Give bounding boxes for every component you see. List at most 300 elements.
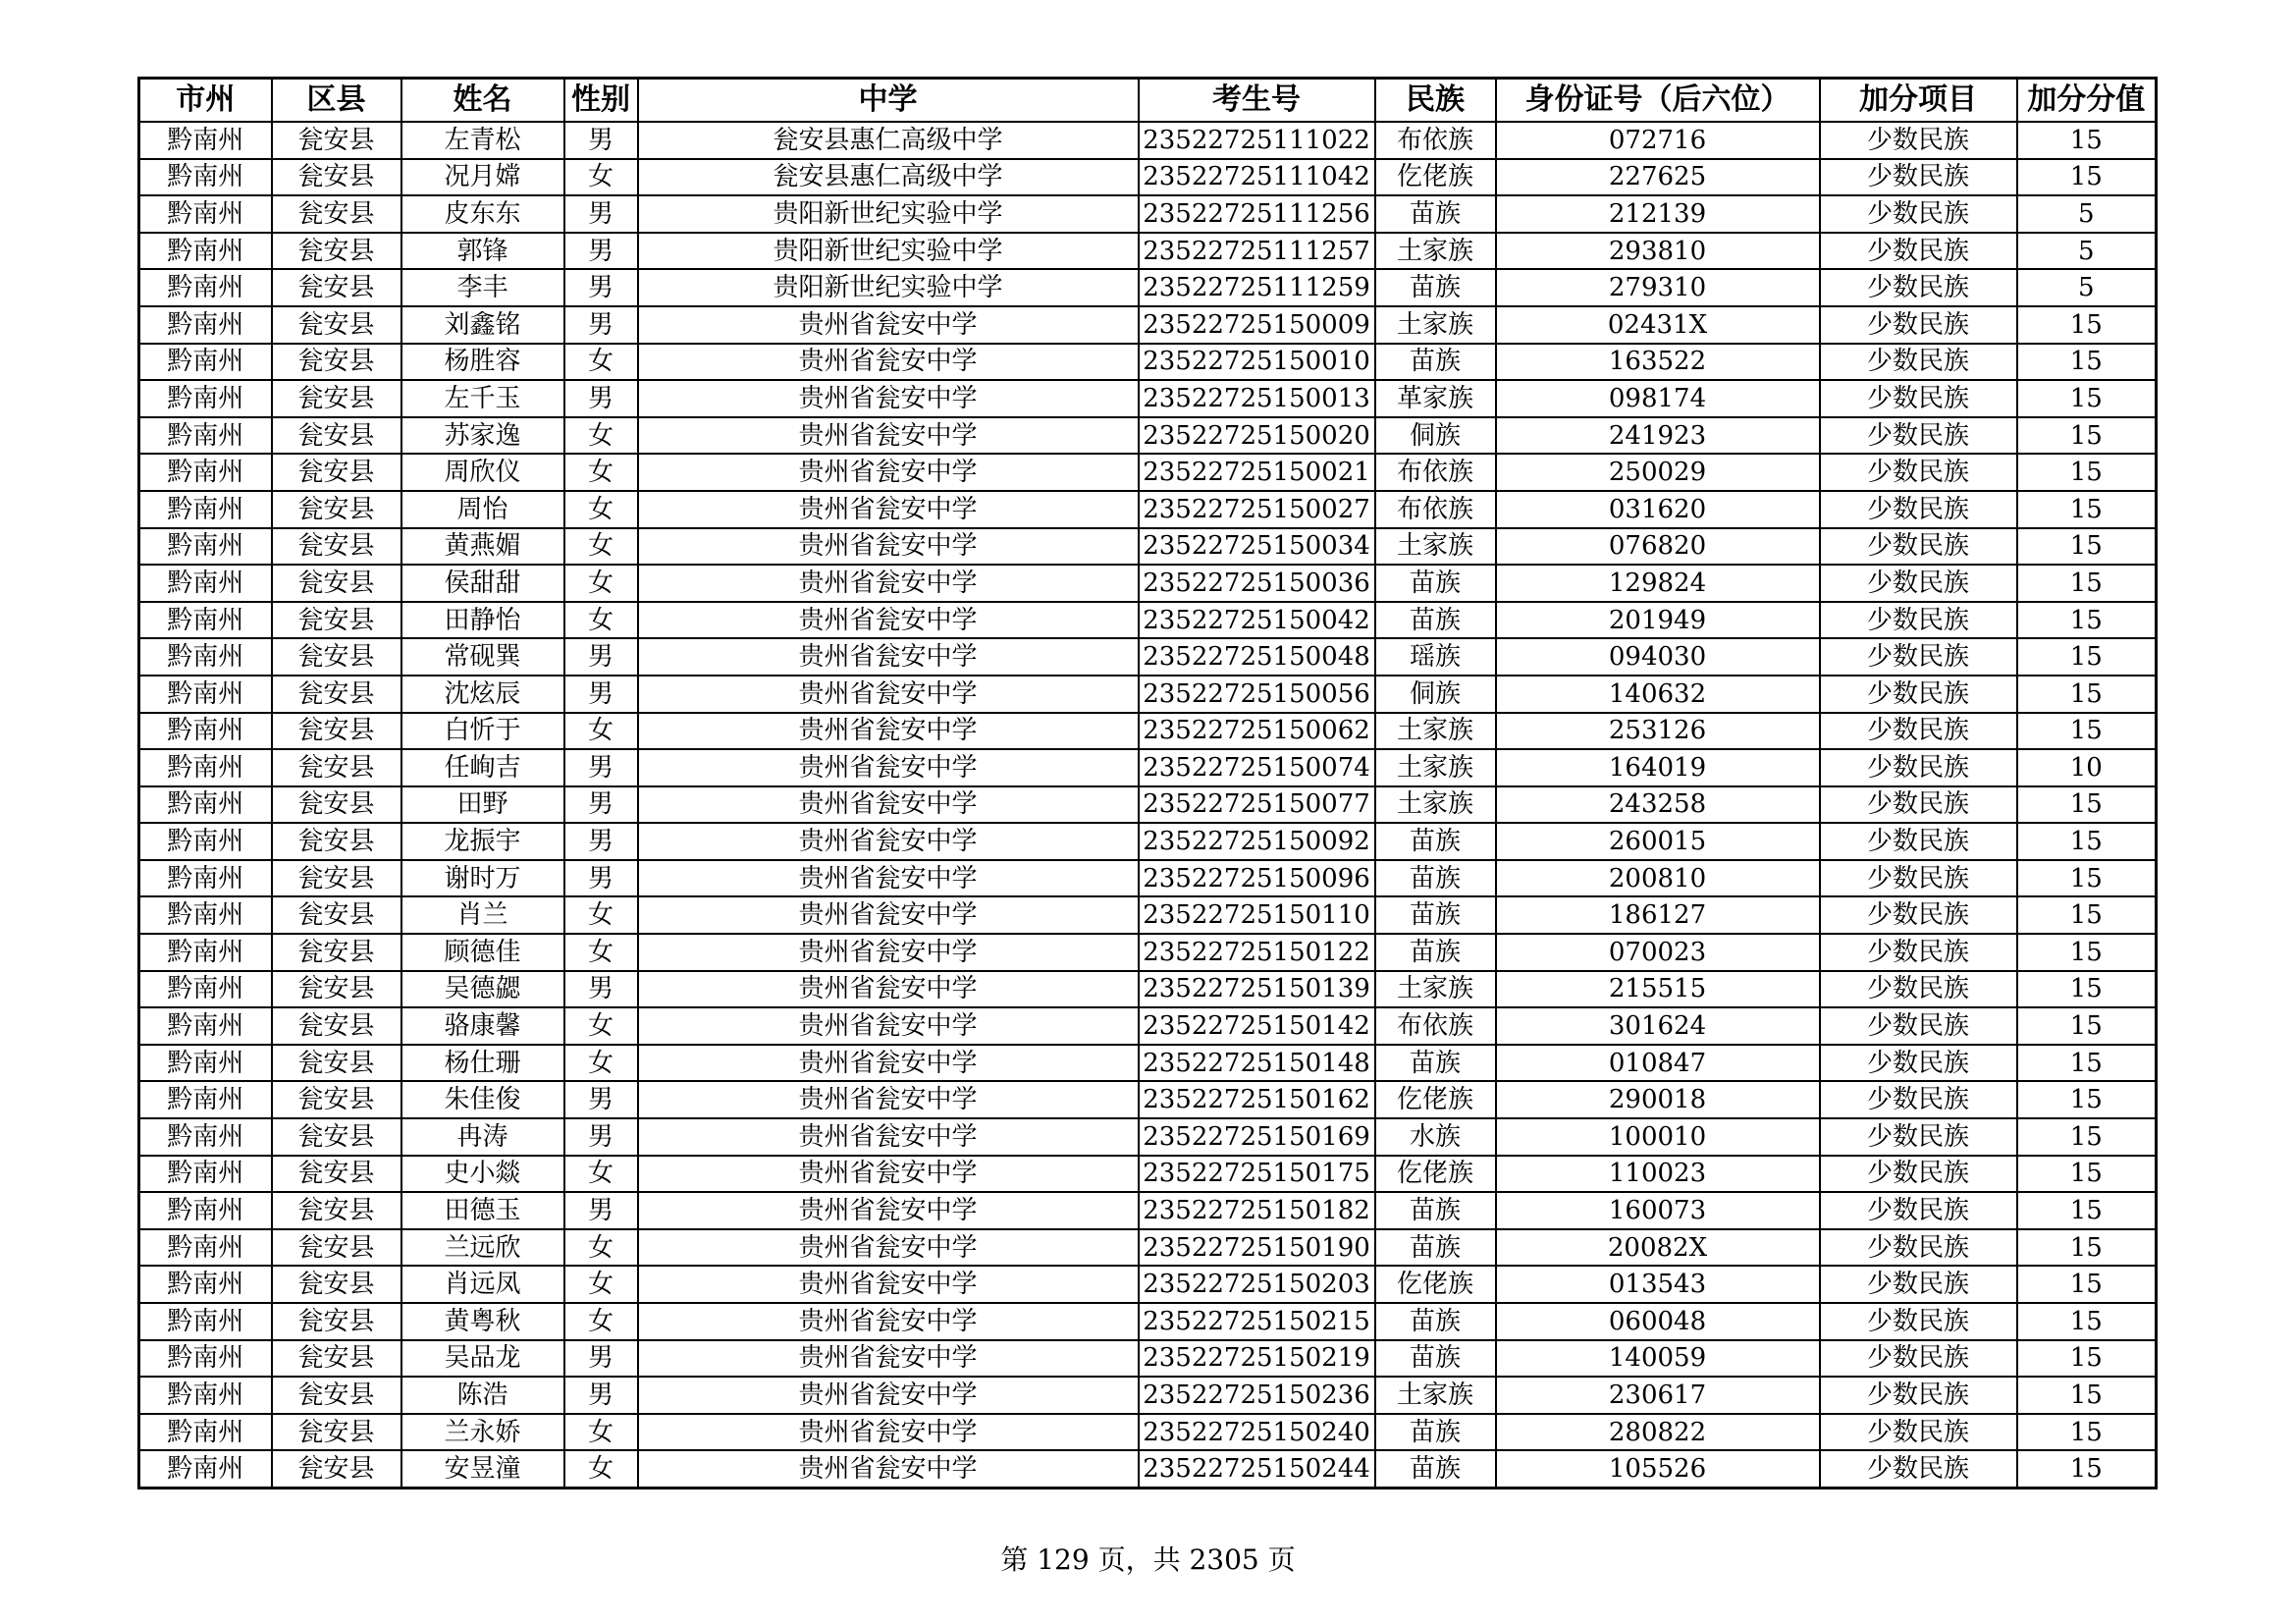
header-bonus-points: 加分分值 <box>2017 79 2157 123</box>
cell-gender: 男 <box>564 638 638 676</box>
cell-ethnicity: 土家族 <box>1375 1377 1496 1414</box>
cell-school: 贵州省瓮安中学 <box>638 306 1139 344</box>
cell-school: 贵州省瓮安中学 <box>638 934 1139 971</box>
cell-county: 瓮安县 <box>272 860 401 897</box>
table-row <box>139 823 2157 860</box>
cell-ethnicity: 苗族 <box>1375 1229 1496 1267</box>
table-row <box>139 1450 2157 1488</box>
cell-bonus-points: 15 <box>2017 896 2157 934</box>
table-row <box>139 159 2157 196</box>
cell-county: 瓮安县 <box>272 1007 401 1045</box>
cell-city: 黔南州 <box>139 1340 272 1378</box>
cell-id-last-six: 02431X <box>1496 306 1820 344</box>
cell-school: 贵州省瓮安中学 <box>638 823 1139 860</box>
table-row <box>139 233 2157 270</box>
cell-city: 黔南州 <box>139 602 272 639</box>
cell-exam-number: 23522725150036 <box>1139 565 1375 602</box>
cell-ethnicity: 布依族 <box>1375 491 1496 528</box>
cell-id-last-six: 241923 <box>1496 417 1820 455</box>
cell-exam-number: 23522725150034 <box>1139 528 1375 566</box>
cell-school: 贵州省瓮安中学 <box>638 602 1139 639</box>
cell-bonus-item: 少数民族 <box>1820 1414 2017 1451</box>
cell-county: 瓮安县 <box>272 896 401 934</box>
cell-name: 史小燚 <box>401 1156 564 1193</box>
page-number-footer: 第 129 页，共 2305 页 <box>1000 1543 1296 1576</box>
cell-gender: 男 <box>564 269 638 306</box>
cell-county: 瓮安县 <box>272 1303 401 1340</box>
cell-school: 贵州省瓮安中学 <box>638 417 1139 455</box>
cell-county: 瓮安县 <box>272 159 401 196</box>
cell-name: 周怡 <box>401 491 564 528</box>
cell-ethnicity: 苗族 <box>1375 860 1496 897</box>
cell-city: 黔南州 <box>139 749 272 786</box>
cell-gender: 男 <box>564 749 638 786</box>
cell-county: 瓮安县 <box>272 1229 401 1267</box>
cell-city: 黔南州 <box>139 159 272 196</box>
cell-school: 贵州省瓮安中学 <box>638 491 1139 528</box>
cell-city: 黔南州 <box>139 380 272 417</box>
cell-city: 黔南州 <box>139 823 272 860</box>
cell-id-last-six: 301624 <box>1496 1007 1820 1045</box>
cell-bonus-points: 15 <box>2017 159 2157 196</box>
cell-ethnicity: 土家族 <box>1375 528 1496 566</box>
cell-exam-number: 23522725111257 <box>1139 233 1375 270</box>
cell-gender: 男 <box>564 1377 638 1414</box>
cell-bonus-points: 15 <box>2017 417 2157 455</box>
cell-city: 黔南州 <box>139 1118 272 1156</box>
cell-name: 顾德佳 <box>401 934 564 971</box>
cell-county: 瓮安县 <box>272 638 401 676</box>
cell-bonus-item: 少数民族 <box>1820 1192 2017 1229</box>
cell-bonus-item: 少数民族 <box>1820 269 2017 306</box>
cell-gender: 男 <box>564 971 638 1008</box>
cell-ethnicity: 苗族 <box>1375 896 1496 934</box>
cell-gender: 女 <box>564 417 638 455</box>
cell-county: 瓮安县 <box>272 122 401 159</box>
cell-bonus-item: 少数民族 <box>1820 195 2017 233</box>
cell-name: 常砚巽 <box>401 638 564 676</box>
cell-exam-number: 23522725150240 <box>1139 1414 1375 1451</box>
cell-bonus-item: 少数民族 <box>1820 565 2017 602</box>
cell-bonus-item: 少数民族 <box>1820 233 2017 270</box>
cell-name: 周欣仪 <box>401 454 564 491</box>
cell-gender: 女 <box>564 344 638 381</box>
table-row <box>139 1081 2157 1118</box>
cell-exam-number: 23522725150142 <box>1139 1007 1375 1045</box>
cell-gender: 男 <box>564 676 638 713</box>
cell-bonus-points: 15 <box>2017 1081 2157 1118</box>
table-row <box>139 344 2157 381</box>
cell-bonus-points: 15 <box>2017 602 2157 639</box>
cell-id-last-six: 031620 <box>1496 491 1820 528</box>
cell-school: 贵州省瓮安中学 <box>638 1414 1139 1451</box>
cell-id-last-six: 160073 <box>1496 1192 1820 1229</box>
cell-id-last-six: 212139 <box>1496 195 1820 233</box>
cell-ethnicity: 苗族 <box>1375 823 1496 860</box>
table-row <box>139 1156 2157 1193</box>
cell-id-last-six: 076820 <box>1496 528 1820 566</box>
cell-bonus-points: 15 <box>2017 713 2157 750</box>
cell-bonus-points: 15 <box>2017 1450 2157 1488</box>
cell-ethnicity: 苗族 <box>1375 934 1496 971</box>
table-row <box>139 417 2157 455</box>
cell-bonus-item: 少数民族 <box>1820 1229 2017 1267</box>
cell-exam-number: 23522725150048 <box>1139 638 1375 676</box>
cell-bonus-item: 少数民族 <box>1820 676 2017 713</box>
cell-bonus-item: 少数民族 <box>1820 1118 2017 1156</box>
cell-id-last-six: 279310 <box>1496 269 1820 306</box>
cell-bonus-item: 少数民族 <box>1820 528 2017 566</box>
cell-school: 贵州省瓮安中学 <box>638 786 1139 824</box>
cell-id-last-six: 230617 <box>1496 1377 1820 1414</box>
cell-name: 黄燕媚 <box>401 528 564 566</box>
cell-bonus-points: 15 <box>2017 1340 2157 1378</box>
cell-county: 瓮安县 <box>272 1414 401 1451</box>
cell-exam-number: 23522725111042 <box>1139 159 1375 196</box>
cell-city: 黔南州 <box>139 1229 272 1267</box>
cell-school: 贵州省瓮安中学 <box>638 1377 1139 1414</box>
cell-gender: 男 <box>564 195 638 233</box>
cell-bonus-item: 少数民族 <box>1820 823 2017 860</box>
cell-bonus-points: 15 <box>2017 491 2157 528</box>
table-row <box>139 1045 2157 1082</box>
cell-bonus-points: 15 <box>2017 638 2157 676</box>
cell-id-last-six: 290018 <box>1496 1081 1820 1118</box>
cell-name: 朱佳俊 <box>401 1081 564 1118</box>
cell-id-last-six: 201949 <box>1496 602 1820 639</box>
cell-id-last-six: 072716 <box>1496 122 1820 159</box>
cell-name: 任峋吉 <box>401 749 564 786</box>
cell-school: 贵州省瓮安中学 <box>638 528 1139 566</box>
table-row <box>139 1192 2157 1229</box>
cell-name: 皮东东 <box>401 195 564 233</box>
cell-school: 贵州省瓮安中学 <box>638 1007 1139 1045</box>
cell-city: 黔南州 <box>139 896 272 934</box>
cell-name: 骆康馨 <box>401 1007 564 1045</box>
cell-county: 瓮安县 <box>272 565 401 602</box>
cell-city: 黔南州 <box>139 1303 272 1340</box>
cell-id-last-six: 140632 <box>1496 676 1820 713</box>
cell-county: 瓮安县 <box>272 749 401 786</box>
cell-name: 肖远凤 <box>401 1266 564 1303</box>
table-row <box>139 860 2157 897</box>
cell-city: 黔南州 <box>139 491 272 528</box>
table-row <box>139 1377 2157 1414</box>
cell-school: 贵州省瓮安中学 <box>638 638 1139 676</box>
cell-county: 瓮安县 <box>272 1377 401 1414</box>
cell-county: 瓮安县 <box>272 528 401 566</box>
cell-id-last-six: 098174 <box>1496 380 1820 417</box>
cell-city: 黔南州 <box>139 638 272 676</box>
cell-bonus-item: 少数民族 <box>1820 749 2017 786</box>
cell-bonus-points: 15 <box>2017 122 2157 159</box>
cell-school: 贵州省瓮安中学 <box>638 565 1139 602</box>
cell-id-last-six: 215515 <box>1496 971 1820 1008</box>
cell-id-last-six: 250029 <box>1496 454 1820 491</box>
cell-gender: 男 <box>564 306 638 344</box>
cell-bonus-points: 15 <box>2017 1377 2157 1414</box>
cell-county: 瓮安县 <box>272 380 401 417</box>
cell-name: 谢时万 <box>401 860 564 897</box>
table-row <box>139 195 2157 233</box>
cell-exam-number: 23522725150162 <box>1139 1081 1375 1118</box>
header-ethnicity: 民族 <box>1375 79 1496 123</box>
cell-exam-number: 23522725150062 <box>1139 713 1375 750</box>
cell-ethnicity: 仡佬族 <box>1375 1266 1496 1303</box>
table-row <box>139 713 2157 750</box>
cell-city: 黔南州 <box>139 676 272 713</box>
cell-exam-number: 23522725150182 <box>1139 1192 1375 1229</box>
table-row <box>139 1229 2157 1267</box>
cell-name: 吴品龙 <box>401 1340 564 1378</box>
cell-school: 贵州省瓮安中学 <box>638 1192 1139 1229</box>
cell-name: 左千玉 <box>401 380 564 417</box>
table-body <box>139 122 2157 1488</box>
cell-city: 黔南州 <box>139 344 272 381</box>
cell-gender: 女 <box>564 1229 638 1267</box>
cell-city: 黔南州 <box>139 565 272 602</box>
cell-exam-number: 23522725150021 <box>1139 454 1375 491</box>
cell-ethnicity: 苗族 <box>1375 344 1496 381</box>
cell-ethnicity: 苗族 <box>1375 1045 1496 1082</box>
cell-bonus-points: 15 <box>2017 528 2157 566</box>
cell-city: 黔南州 <box>139 1266 272 1303</box>
cell-county: 瓮安县 <box>272 1450 401 1488</box>
cell-bonus-points: 15 <box>2017 344 2157 381</box>
cell-bonus-item: 少数民族 <box>1820 1450 2017 1488</box>
cell-ethnicity: 侗族 <box>1375 676 1496 713</box>
cell-bonus-points: 15 <box>2017 860 2157 897</box>
cell-ethnicity: 苗族 <box>1375 1303 1496 1340</box>
cell-id-last-six: 260015 <box>1496 823 1820 860</box>
cell-name: 肖兰 <box>401 896 564 934</box>
cell-city: 黔南州 <box>139 306 272 344</box>
cell-gender: 男 <box>564 1340 638 1378</box>
cell-name: 田德玉 <box>401 1192 564 1229</box>
cell-ethnicity: 苗族 <box>1375 1450 1496 1488</box>
cell-ethnicity: 土家族 <box>1375 306 1496 344</box>
table-row <box>139 971 2157 1008</box>
cell-gender: 女 <box>564 1156 638 1193</box>
cell-ethnicity: 土家族 <box>1375 233 1496 270</box>
table-row <box>139 269 2157 306</box>
cell-gender: 男 <box>564 122 638 159</box>
cell-exam-number: 23522725150013 <box>1139 380 1375 417</box>
cell-exam-number: 23522725111259 <box>1139 269 1375 306</box>
cell-gender: 女 <box>564 713 638 750</box>
cell-id-last-six: 186127 <box>1496 896 1820 934</box>
cell-gender: 女 <box>564 1414 638 1451</box>
cell-bonus-points: 5 <box>2017 269 2157 306</box>
cell-id-last-six: 013543 <box>1496 1266 1820 1303</box>
cell-exam-number: 23522725150219 <box>1139 1340 1375 1378</box>
table-row <box>139 1266 2157 1303</box>
cell-school: 贵州省瓮安中学 <box>638 713 1139 750</box>
cell-school: 贵州省瓮安中学 <box>638 1450 1139 1488</box>
cell-county: 瓮安县 <box>272 602 401 639</box>
cell-gender: 女 <box>564 1303 638 1340</box>
cell-school: 贵阳新世纪实验中学 <box>638 233 1139 270</box>
table-row <box>139 1340 2157 1378</box>
header-gender: 性别 <box>564 79 638 123</box>
cell-ethnicity: 瑶族 <box>1375 638 1496 676</box>
cell-city: 黔南州 <box>139 1377 272 1414</box>
cell-bonus-item: 少数民族 <box>1820 786 2017 824</box>
cell-name: 吴德勰 <box>401 971 564 1008</box>
cell-county: 瓮安县 <box>272 454 401 491</box>
cell-exam-number: 23522725150203 <box>1139 1266 1375 1303</box>
cell-bonus-item: 少数民族 <box>1820 1266 2017 1303</box>
cell-school: 贵州省瓮安中学 <box>638 749 1139 786</box>
cell-bonus-points: 15 <box>2017 1118 2157 1156</box>
table-row <box>139 380 2157 417</box>
cell-city: 黔南州 <box>139 122 272 159</box>
cell-id-last-six: 164019 <box>1496 749 1820 786</box>
cell-school: 贵州省瓮安中学 <box>638 380 1139 417</box>
table-row <box>139 491 2157 528</box>
cell-exam-number: 23522725150092 <box>1139 823 1375 860</box>
header-city: 市州 <box>139 79 272 123</box>
cell-city: 黔南州 <box>139 1081 272 1118</box>
cell-exam-number: 23522725150009 <box>1139 306 1375 344</box>
table-row <box>139 306 2157 344</box>
cell-ethnicity: 土家族 <box>1375 713 1496 750</box>
cell-exam-number: 23522725150175 <box>1139 1156 1375 1193</box>
cell-gender: 女 <box>564 528 638 566</box>
cell-city: 黔南州 <box>139 454 272 491</box>
cell-bonus-points: 15 <box>2017 306 2157 344</box>
header-name: 姓名 <box>401 79 564 123</box>
cell-gender: 女 <box>564 1007 638 1045</box>
cell-exam-number: 23522725150122 <box>1139 934 1375 971</box>
cell-bonus-points: 15 <box>2017 1192 2157 1229</box>
table-row <box>139 1118 2157 1156</box>
cell-county: 瓮安县 <box>272 1118 401 1156</box>
cell-city: 黔南州 <box>139 713 272 750</box>
cell-name: 左青松 <box>401 122 564 159</box>
cell-ethnicity: 水族 <box>1375 1118 1496 1156</box>
cell-bonus-item: 少数民族 <box>1820 1081 2017 1118</box>
cell-bonus-points: 15 <box>2017 380 2157 417</box>
cell-county: 瓮安县 <box>272 676 401 713</box>
cell-name: 冉涛 <box>401 1118 564 1156</box>
table-row <box>139 786 2157 824</box>
cell-gender: 女 <box>564 1266 638 1303</box>
cell-county: 瓮安县 <box>272 491 401 528</box>
cell-bonus-item: 少数民族 <box>1820 159 2017 196</box>
cell-ethnicity: 布依族 <box>1375 1007 1496 1045</box>
cell-name: 沈炫辰 <box>401 676 564 713</box>
cell-name: 苏家逸 <box>401 417 564 455</box>
cell-ethnicity: 苗族 <box>1375 565 1496 602</box>
cell-gender: 女 <box>564 934 638 971</box>
cell-bonus-item: 少数民族 <box>1820 860 2017 897</box>
table-row <box>139 1303 2157 1340</box>
cell-bonus-points: 5 <box>2017 233 2157 270</box>
cell-bonus-item: 少数民族 <box>1820 1156 2017 1193</box>
table-row <box>139 602 2157 639</box>
header-exam-number: 考生号 <box>1139 79 1375 123</box>
cell-ethnicity: 苗族 <box>1375 195 1496 233</box>
cell-county: 瓮安县 <box>272 786 401 824</box>
cell-id-last-six: 243258 <box>1496 786 1820 824</box>
cell-city: 黔南州 <box>139 1045 272 1082</box>
cell-school: 贵阳新世纪实验中学 <box>638 269 1139 306</box>
cell-name: 兰远欣 <box>401 1229 564 1267</box>
cell-bonus-points: 15 <box>2017 676 2157 713</box>
cell-bonus-points: 15 <box>2017 565 2157 602</box>
cell-gender: 男 <box>564 1118 638 1156</box>
table-row <box>139 896 2157 934</box>
cell-id-last-six: 227625 <box>1496 159 1820 196</box>
cell-school: 贵州省瓮安中学 <box>638 676 1139 713</box>
cell-exam-number: 23522725150056 <box>1139 676 1375 713</box>
cell-gender: 女 <box>564 454 638 491</box>
table-row <box>139 454 2157 491</box>
cell-gender: 男 <box>564 1192 638 1229</box>
cell-id-last-six: 100010 <box>1496 1118 1820 1156</box>
cell-exam-number: 23522725111022 <box>1139 122 1375 159</box>
cell-school: 贵州省瓮安中学 <box>638 1156 1139 1193</box>
cell-gender: 男 <box>564 380 638 417</box>
cell-school: 贵州省瓮安中学 <box>638 860 1139 897</box>
cell-city: 黔南州 <box>139 786 272 824</box>
cell-id-last-six: 293810 <box>1496 233 1820 270</box>
cell-name: 兰永娇 <box>401 1414 564 1451</box>
cell-gender: 女 <box>564 1045 638 1082</box>
cell-name: 安昱潼 <box>401 1450 564 1488</box>
cell-exam-number: 23522725111256 <box>1139 195 1375 233</box>
cell-city: 黔南州 <box>139 269 272 306</box>
cell-city: 黔南州 <box>139 1156 272 1193</box>
cell-name: 田静怡 <box>401 602 564 639</box>
cell-school: 瓮安县惠仁高级中学 <box>638 122 1139 159</box>
cell-gender: 女 <box>564 565 638 602</box>
cell-id-last-six: 163522 <box>1496 344 1820 381</box>
cell-city: 黔南州 <box>139 195 272 233</box>
cell-school: 贵州省瓮安中学 <box>638 1340 1139 1378</box>
cell-bonus-points: 15 <box>2017 1156 2157 1193</box>
cell-school: 贵州省瓮安中学 <box>638 1081 1139 1118</box>
cell-ethnicity: 仡佬族 <box>1375 159 1496 196</box>
cell-exam-number: 23522725150169 <box>1139 1118 1375 1156</box>
cell-bonus-points: 15 <box>2017 786 2157 824</box>
cell-id-last-six: 105526 <box>1496 1450 1820 1488</box>
cell-id-last-six: 129824 <box>1496 565 1820 602</box>
cell-county: 瓮安县 <box>272 713 401 750</box>
cell-bonus-points: 10 <box>2017 749 2157 786</box>
table-row <box>139 1007 2157 1045</box>
cell-bonus-points: 15 <box>2017 1303 2157 1340</box>
cell-exam-number: 23522725150077 <box>1139 786 1375 824</box>
cell-bonus-item: 少数民族 <box>1820 306 2017 344</box>
cell-bonus-item: 少数民族 <box>1820 491 2017 528</box>
cell-ethnicity: 布依族 <box>1375 454 1496 491</box>
cell-ethnicity: 苗族 <box>1375 1340 1496 1378</box>
cell-bonus-item: 少数民族 <box>1820 454 2017 491</box>
cell-name: 黄粤秋 <box>401 1303 564 1340</box>
cell-ethnicity: 苗族 <box>1375 269 1496 306</box>
cell-exam-number: 23522725150042 <box>1139 602 1375 639</box>
cell-id-last-six: 060048 <box>1496 1303 1820 1340</box>
cell-bonus-item: 少数民族 <box>1820 1377 2017 1414</box>
cell-exam-number: 23522725150148 <box>1139 1045 1375 1082</box>
cell-ethnicity: 土家族 <box>1375 786 1496 824</box>
cell-city: 黔南州 <box>139 1192 272 1229</box>
cell-city: 黔南州 <box>139 1450 272 1488</box>
table-row <box>139 1414 2157 1451</box>
cell-school: 贵州省瓮安中学 <box>638 1303 1139 1340</box>
